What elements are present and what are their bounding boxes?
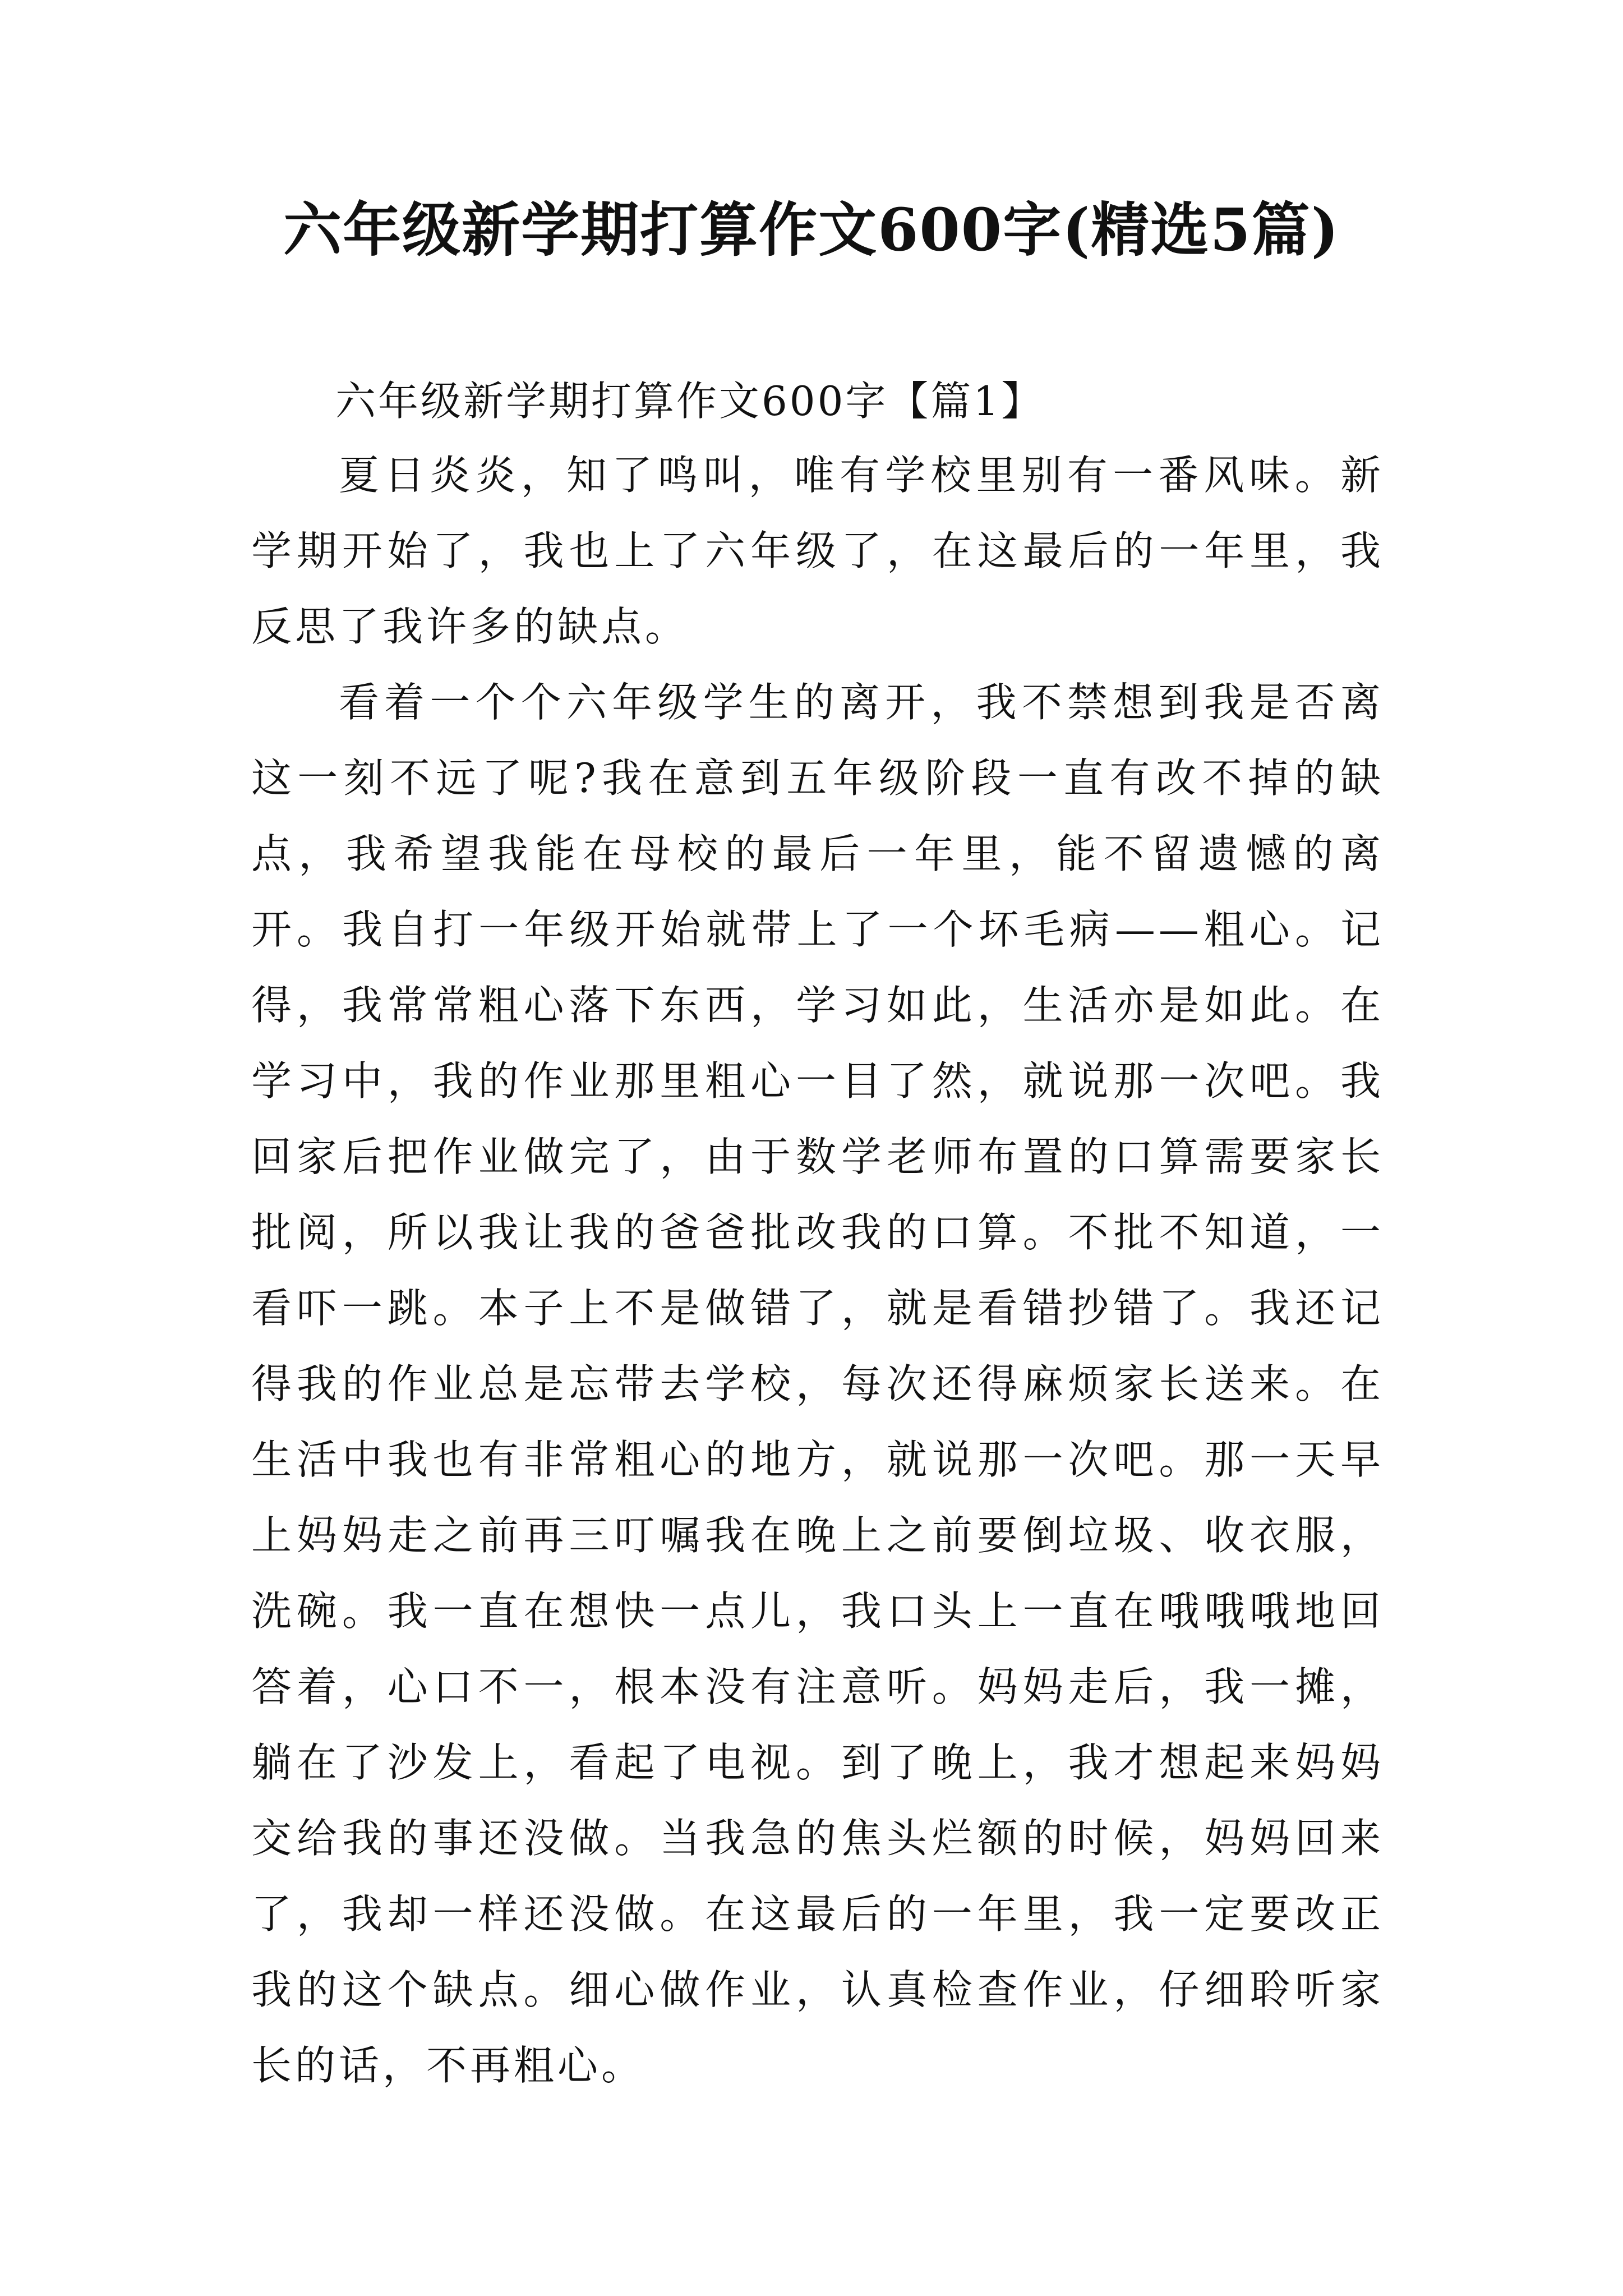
paragraph-1: 夏日炎炎，知了鸣叫，唯有学校里别有一番风味。新学期开始了，我也上了六年级了，在这最后的一年里，我反思了我许多的缺点。 xyxy=(251,452,1384,650)
document-title: 六年级新学期打算作文600字(精选5篇) xyxy=(283,195,1340,264)
section-heading: 六年级新学期打算作文600字【篇1】 xyxy=(335,378,1044,425)
document-body xyxy=(251,365,1384,2104)
paragraph-2: 看着一个个六年级学生的离开，我不禁想到我是否离这一刻不远了呢?我在意到五年级阶段一直有改不掉的缺点，我希望我能在母校的最后一年里，能不留遗憾的离开。我自打一年级开始就带上了一个坏毛病——粗心。记得，我常常粗心落下东西，学习如此，生活亦是如此。在学习中，我的作业那里粗心一目了然，就说那一次吧。我回家后把作业做完了，由于数学老师布置的口算需要家长批阅，所以我让我的爸爸批改我的口算。不批不知道，一看吓一跳。本子上不是做错了，就是看错抄错了。我还记得我的作业总是忘带去学校，每次还得麻烦家长送来。在生活中我也有非常粗心的地方，就说那一次吧。那一天早上妈妈走之前再三叮嘱我在晚上之前要倒垃圾、收衣服，洗碗。我一直在想快一点儿，我口头上一直在哦哦哦地回答着，心口不一，根本没有注意听。妈妈走后，我一摊，躺在了沙发上，看起了电视。到了晚上，我才想起来妈妈交给我的事还没做。当我急的焦头烂额的时候，妈妈回来了，我却一样还没做。在这最后的一年里，我一定要改正我的这个缺点。细心做作业，认真检查作业，仔细聆听家长的话，不再粗心。 xyxy=(251,679,1384,2089)
